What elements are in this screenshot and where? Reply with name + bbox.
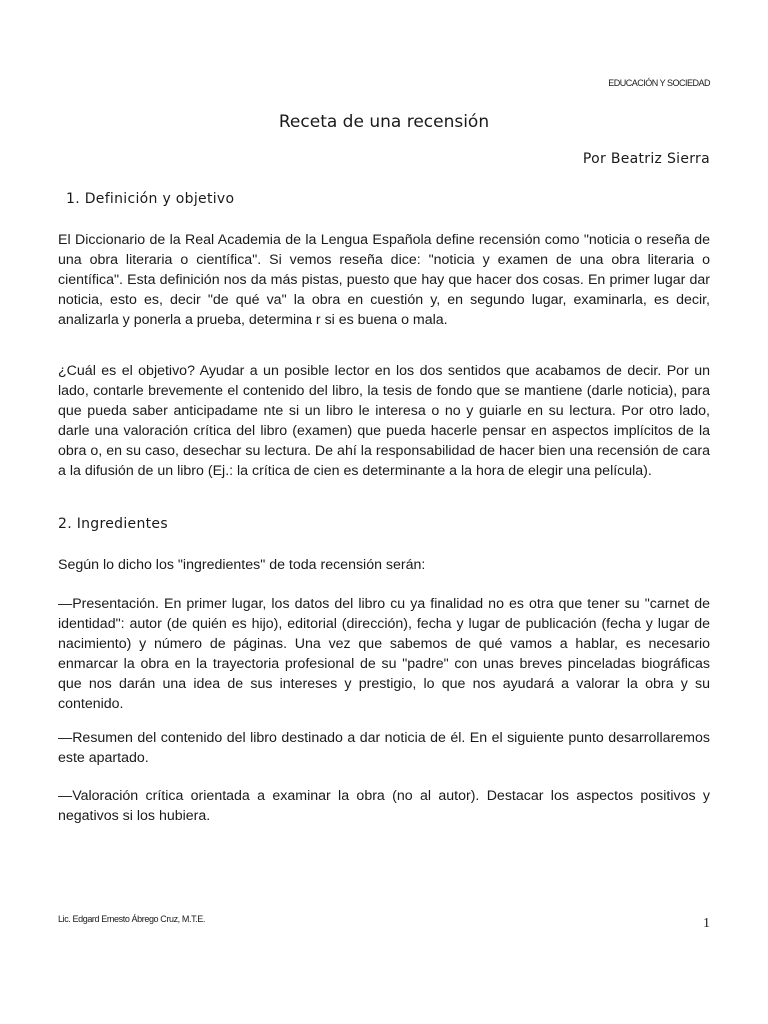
section-heading-ingredientes: 2. Ingredientes (58, 516, 168, 532)
paragraph-ingredientes-intro: Según lo dicho los "ingredientes" de toda recensión serán: (58, 557, 426, 573)
page-number: 1 (703, 916, 710, 931)
paragraph-objetivo: ¿Cuál es el objetivo? Ayudar a un posible lector en los dos sentidos que acabamos de decir. Por un lado, contarle brevemente el contenido del libro, la tesis de fondo que se mantiene (darle noticia), para que pueda saber anticipadame nte si un libro le interesa o no y guiarle en su lectura. Por otro lado, darle una valoración crítica del libro (examen) que pueda hacerle pensar en aspectos implícitos de la obra o, en su caso, desechar su lectura. De ahí la responsabilidad de hacer bien una recensión de cara a la difusión de un libro (Ej.: la crítica de cien es determinante a la hora de elegir una película). (58, 363, 710, 480)
section-heading-definicion: 1. Definición y objetivo (66, 191, 235, 207)
running-header: EDUCACIÓN Y SOCIEDAD (608, 78, 710, 88)
paragraph-presentacion: —Presentación. En primer lugar, los datos del libro cu ya finalidad no es otra que tener su "carnet de identidad": autor (de quién es hijo), editorial (dirección), fecha y lugar de publicación (fecha y lugar de nacimiento) y número de páginas. Una vez que sabemos de qué vamos a hablar, es necesario enmarcar la obra en la trayectoria profesional de su "padre" con unas breves pinceladas biográficas que nos darán una idea de sus intereses y prestigio, lo que nos ayudará a valorar la obra y su contenido. (58, 596, 710, 713)
document-title: Receta de una recensión (278, 112, 490, 132)
document-author: Por Beatriz Sierra (582, 151, 710, 167)
paragraph-definicion: El Diccionario de la Real Academia de la Lengua Española define recensión como "noticia o reseña de una obra literaria o científica". Si vemos reseña dice: "noticia y examen de una obra literaria o científica". Esta definición nos da más pistas, puesto que hay que hacer dos cosas. En primer lugar dar noticia, esto es, decir "de qué va" la obra en cuestión y, en segundo lugar, examinarla, es decir, analizarla y ponerla a prueba, determina r si es buena o mala. (58, 232, 710, 329)
footer-author-credit: Lic. Edgard Ernesto Ábrego Cruz, M.T.E. (58, 914, 205, 924)
paragraph-resumen: —Resumen del contenido del libro destinado a dar noticia de él. En el siguiente punto desarrollaremos este apartado. (58, 730, 710, 767)
paragraph-valoracion: —Valoración crítica orientada a examinar la obra (no al autor). Destacar los aspectos positivos y negativos si los hubiera. (58, 788, 710, 825)
